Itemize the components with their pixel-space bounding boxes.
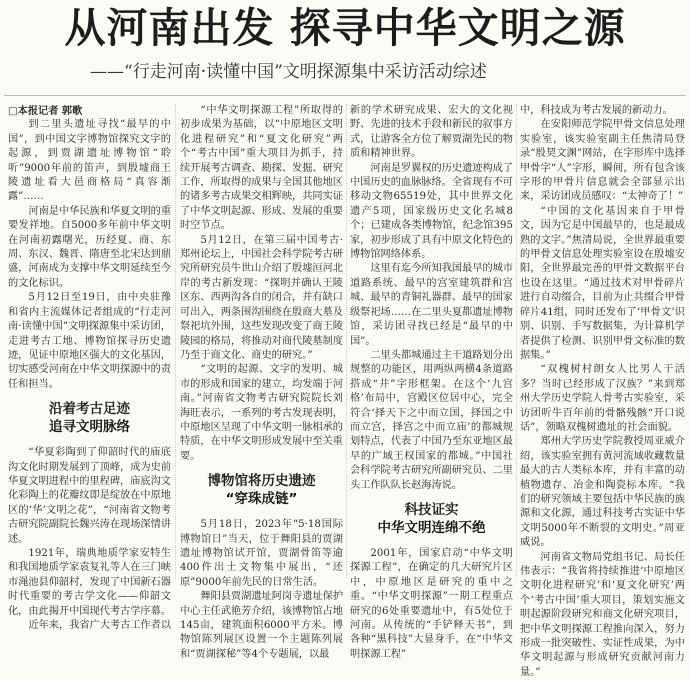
paragraph: 舞阳县贾湖遗址阿岗寺遗址保护中心主任武艳芳介绍，该博物馆占地145亩，建筑面积6000平方米。博物馆陈列展区设置一个主题陈列展和“贾湖探秘”等4个专题展，以最 — [180, 591, 344, 660]
paragraph: 到二里头遗址寻找“最早的中国”，到中国文字博物馆探究文字的起源，到贾湖遗址博物馆“聆听”9000年前的笛声，到殷墟商王陵遗址看大邑商格局“真容渐露”…… — [8, 119, 171, 203]
section-heading — [180, 472, 343, 508]
article-column-4 — [520, 104, 685, 678]
section-heading-line: 博物馆将历史遗迹 — [207, 473, 316, 490]
article-column-1 — [8, 104, 172, 631]
paragraph: 5月12日至19日，由中央驻豫和省内主流媒体记者组成的“行走河南·读懂中国”文明探源集中采访团，走进考古工地、博物馆探寻历史遗迹，见证中原地区强大的文化基因，切实感受河南在中华文明探源中的责任和担当。 — [8, 292, 171, 390]
column-divider — [516, 104, 517, 578]
paragraph: “中国的文化基因来自于甲骨文，因为它是中国最早的，也是最成熟的文字。”焦清局说，全世界最重要的甲骨文信息处理实验室设在殷墟安阳，全世界最完善的甲骨文数据平台也设在这里。“通过技术对甲骨碎片进行自动缀合，目前为止共缀合甲骨碎片41组，同时还发布了‘甲骨文’识别、识别、手写数据集，为计算机学者提供了检测、识别甲骨文标准的数据集。” — [520, 205, 685, 361]
paragraph: 5月12日，在第三届中国考古·郑州论坛上，中国社会科学院考古研究所研究员牛世山介绍了殷墟洹河北岸的考古新发现：“探明并确认王陵区东、西两沟各自的闭合，并有缺口可出入，两条围沟围绕在殷商大墓及祭祀坑外围，这些发现改变了商王陵陵园的格局，将推动对商代陵墓制度乃至于商文化、商史的研究。” — [180, 234, 343, 361]
headline: 从河南出发 探寻中华文明之源 — [64, 4, 626, 52]
subheadline: ——“行走河南·读懂中国”文明探源集中采访活动综述 — [90, 62, 487, 82]
paragraph: 河南是中华民族和华夏文明的重要发祥地。自5000多年前中华文明在河南初露曙光，历经夏、商、东周、东汉、魏晋、隋唐至北宋达到鼎盛，河南成为支撑中华文明延续至今的文化标识。 — [8, 205, 172, 289]
column-divider — [175, 104, 176, 578]
paragraph: 5月18日，2023年“5·18国际博物馆日”当天，位于舞阳县的贾湖遗址博物馆试开馆，贾湖骨笛等逾400件出土文物集中展出，“还原”9000年前先民的日常生活。 — [180, 519, 343, 588]
paragraph: “华夏彩陶到了仰韶时代的庙底沟文化时期发展到了顶峰，成为史前华夏文明进程中的里程碑，庙底沟文化彩陶上的花瓣纹即是绽放在中原地区的‘华’文明之花”，“河南省文物考古研究院副院长魏兴涛在现场深情讲述。 — [8, 447, 171, 545]
section-heading — [8, 400, 171, 436]
section-heading-line: “穿珠成链” — [225, 491, 298, 508]
article-column-2 — [180, 104, 344, 660]
paragraph: 河南省文物局党组书记、局长任伟表示：“我省将持续推进‘中原地区文明化进程研究’和‘夏文化研究’两个‘考古中国’重大项目，策划实施文明起源阶段研究和商文化研究项目，把中华文明探源工程推向深入，努力形成一批突破性、实证性成果，为中华文明起源与形成研究贡献河南力量。” — [520, 551, 685, 678]
paragraph: 中，科技成为考古发展的新动力。 — [520, 105, 673, 116]
section-heading-line: 科技证实 — [404, 501, 459, 518]
section-heading — [350, 501, 513, 537]
section-heading-line: 追寻文明脉络 — [49, 419, 130, 436]
paragraph: “双槐树村朗女人比男人干活多？当时已经形成了汉族？”来到郑州大学历史学院人骨考古实验室，采访团听牛百年前的骨骼残骸“开口说话”，领略双槐树遗址的社会面貌。 — [520, 364, 685, 433]
paragraph: 这里有迄今所知我国最早的城市道路系统、最早的宫室建筑群和宫城、最早的青铜礼器群、最早的国家级祭祀场……在二里头夏都遗址博物馆，采访团寻找已经是“最早的中国”。 — [350, 263, 514, 347]
paragraph: “中华文明探源工程”所取得的初步成果为基础，以“中原地区文明化进程研究”和“夏文化研究”两个“考古中国”重大项目为抓手，持续开展考古调查、勘探、发掘、研究工作，所取得的成果与全国其他地区的诸多考古成果交相辉映，共同实证了中华文明起源、形成、发展的重要时空节点。 — [180, 105, 343, 232]
column-divider — [346, 104, 347, 578]
paragraph: 新的学术研究成果、宏大的文化视野、先进的技术手段和新民的叙事方式，让游客全方位了解贾湖先民的物质和精神世界。 — [350, 105, 513, 160]
paragraph: 二里头都城通过主干道路划分出规整的功能区，用两纵两横4条道路搭成“井”字形框架。在这个‘九宫格’布局中，宫殿区位居中心，完全符合‘择天下之中而立国，择国之中而立宫，择宫之中而立庙’的都城规划特点，代表了中国乃至东亚地区最早的广域王权国家的都城。”中国社会科学院考古研究所副研究员、二里头工作队队长赵海涛说。 — [350, 349, 514, 491]
paragraph: 在安阳师范学院甲骨文信息处理实验室，该实验室副主任焦清局登录“殷契文渊”网站，在字形库中选择甲骨字“人”字形，瞬间，所有包含该字形的甲骨片信息就会全部显示出来，采访团成员感叹：“太神奇了！” — [520, 119, 685, 203]
paragraph: 2001年，国家启动“中华文明探源工程”，在确定的几大研究片区中，中原地区是研究的重中之重。“中华文明探源”一期工程重点研究的6处重要遗址中，有5处位于河南。从传统的“手铲释天书”，到各种“黑科技”大显身手，在“中华文明探源工程” — [350, 547, 513, 660]
paragraph: “文明的起源、文字的发明、城市的形成和国家的建立，均发端于河南。”河南省文物考古研究院院长刘海旺表示，一系列的考古发现表明，中原地区呈现了中华文明一脉相承的特质，在中华文明形成发展中至关重要。 — [180, 364, 343, 462]
byline: □本报记者 郭歌 — [8, 105, 83, 117]
paragraph: 郑州大学历史学院教授周亚威介绍，该实验室拥有黄河流域收藏数量最大的古人类标本库，并有丰富的动植物遗存、冶金和陶瓷标本库。“我们的研究领域主要包括中华民族的族源和文化源，通过科技考古实证中华文明5000年不断裂的文明史。”周亚威说。 — [520, 436, 685, 549]
paragraph: 河南是罗翼权的历史遗迹构成了中国历史的血脉脉络。全省现有不可移动文物65519处，其中世界文化遗产5项，国家级历史文化名城8个；已建成各类博物馆，纪念馆395家，初步形成了具有中原文化特色的博物馆网络体系。 — [350, 162, 514, 261]
section-heading-line: 中华文明连绵不绝 — [377, 519, 486, 536]
paragraph: 1921年，瑞典地质学家安特生和我国地质学家袁复礼等人在三门峡市渑池县仰韶村，发现了中国新石器时代重要的考古学文化——仰韶文化，由此揭开中国现代考古学序幕。 — [8, 547, 171, 617]
paragraph: 近年来，我省广大考古工作者以 — [28, 620, 172, 631]
header-rule — [4, 95, 686, 96]
section-heading-line: 沿着考古足迹 — [49, 401, 130, 418]
article-column-3 — [350, 104, 514, 660]
